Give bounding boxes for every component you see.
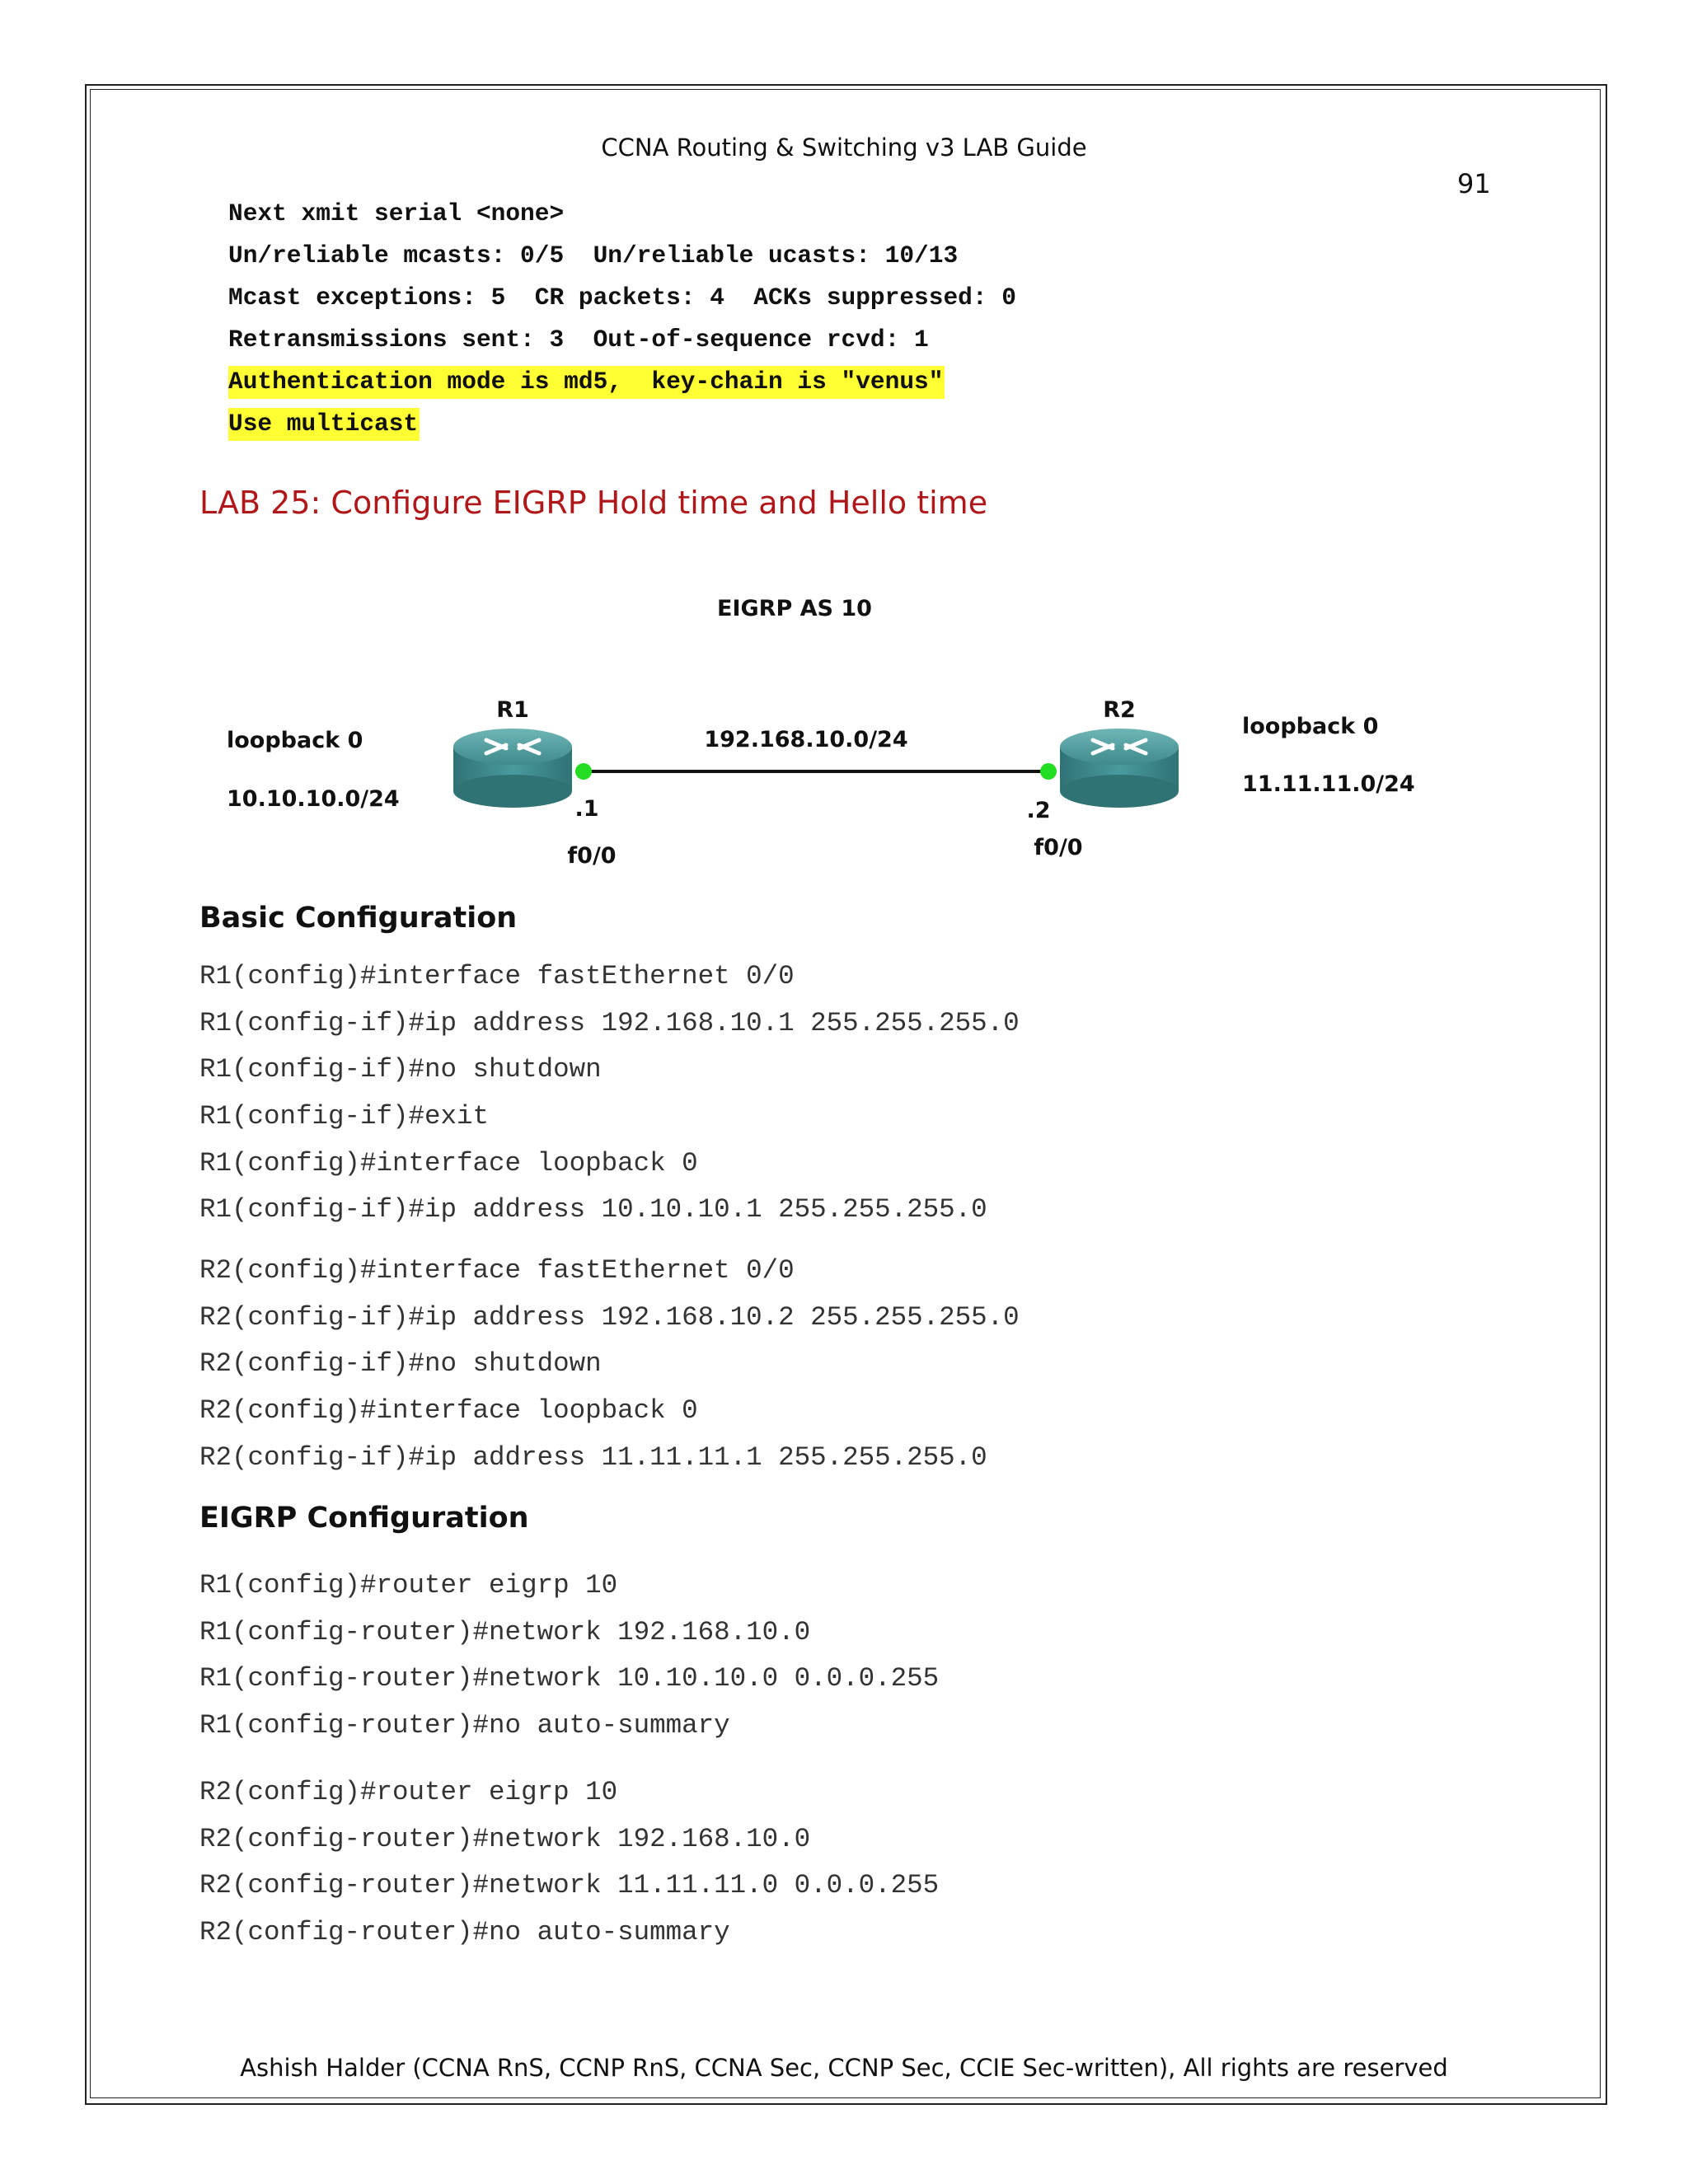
command-line: R1(config)#interface loopback 0 bbox=[199, 1147, 698, 1179]
basic-config-heading: Basic Configuration bbox=[199, 902, 518, 935]
r1-loopback-network: 10.10.10.0/24 bbox=[227, 786, 400, 812]
topology-diagram bbox=[198, 577, 1459, 890]
r1-interface: f0/0 bbox=[567, 843, 617, 869]
link-network-label: 192.168.10.0/24 bbox=[704, 727, 908, 752]
command-line: R1(config-if)#ip address 192.168.10.1 255.255.255.0 bbox=[199, 1007, 1020, 1038]
command-line: R1(config)#router eigrp 10 bbox=[199, 1570, 618, 1601]
command-line: R2(config-router)#no auto-summary bbox=[199, 1917, 730, 1948]
router-r2-name: R2 bbox=[1103, 697, 1136, 723]
page-footer: Ashish Halder (CCNA RnS, CCNP RnS, CCNA Sec, CCNP Sec, CCIE Sec-written), All rights are reserved bbox=[240, 2054, 1448, 2082]
command-line: R1(config-router)#network 10.10.10.0 0.0.0.255 bbox=[199, 1663, 940, 1694]
page-header: CCNA Routing & Switching v3 LAB Guide bbox=[601, 134, 1087, 162]
command-line: R1(config-if)#exit bbox=[199, 1101, 490, 1132]
r2-ip-suffix: .2 bbox=[1026, 798, 1051, 823]
cli-line-highlighted: Authentication mode is md5, key-chain is "venus" bbox=[228, 364, 1018, 406]
lab-title: LAB 25: Configure EIGRP Hold time and Hello time bbox=[199, 485, 988, 521]
page-number: 91 bbox=[1457, 168, 1491, 199]
r2-interface: f0/0 bbox=[1034, 835, 1083, 860]
command-line: R1(config-router)#no auto-summary bbox=[199, 1710, 730, 1741]
cli-output bbox=[228, 196, 1018, 448]
eigrp-as-label: EIGRP AS 10 bbox=[717, 596, 872, 621]
r2-port-indicator bbox=[1040, 763, 1057, 780]
eigrp-config-heading: EIGRP Configuration bbox=[199, 1502, 529, 1535]
r2-loopback-network: 11.11.11.0/24 bbox=[1242, 771, 1415, 797]
r1-loopback-label: loopback 0 bbox=[227, 728, 363, 753]
command-line: R2(config-if)#no shutdown bbox=[199, 1348, 602, 1380]
command-line: R2(config)#interface fastEthernet 0/0 bbox=[199, 1255, 795, 1286]
r1-port-indicator bbox=[575, 763, 592, 780]
cli-line: Un/reliable mcasts: 0/5 Un/reliable ucasts: 10/13 bbox=[228, 241, 959, 269]
cli-line-highlighted: Use multicast bbox=[228, 406, 1018, 448]
r2-eigrp-commands bbox=[199, 1769, 939, 1957]
command-line: R1(config-if)#no shutdown bbox=[199, 1054, 602, 1085]
command-line: R2(config)#router eigrp 10 bbox=[199, 1777, 618, 1807]
command-line: R2(config-router)#network 11.11.11.0 0.0.0.255 bbox=[199, 1870, 940, 1901]
router-r1-icon[interactable] bbox=[453, 729, 572, 808]
command-line: R1(config)#interface fastEthernet 0/0 bbox=[199, 961, 795, 991]
router-r1-name: R1 bbox=[496, 697, 529, 723]
command-line: R2(config-if)#ip address 192.168.10.2 255.255.255.0 bbox=[199, 1301, 1020, 1333]
cli-line: Retransmissions sent: 3 Out-of-sequence rcvd: 1 bbox=[228, 326, 929, 354]
cli-line: Mcast exceptions: 5 CR packets: 4 ACKs suppressed: 0 bbox=[228, 284, 1016, 312]
r1-basic-commands bbox=[199, 954, 1020, 1234]
r2-basic-commands bbox=[199, 1248, 1020, 1481]
r1-ip-suffix: .1 bbox=[574, 796, 599, 822]
command-line: R2(config)#interface loopback 0 bbox=[199, 1395, 698, 1427]
command-line: R2(config-if)#ip address 11.11.11.1 255.255.255.0 bbox=[199, 1441, 987, 1473]
r2-loopback-label: loopback 0 bbox=[1242, 714, 1379, 739]
command-line: R1(config-router)#network 192.168.10.0 bbox=[199, 1616, 811, 1647]
command-line: R1(config-if)#ip address 10.10.10.1 255.255.255.0 bbox=[199, 1194, 987, 1226]
command-line: R2(config-router)#network 192.168.10.0 bbox=[199, 1823, 811, 1854]
r1-eigrp-commands bbox=[199, 1563, 939, 1750]
cli-line: Next xmit serial <none> bbox=[228, 199, 565, 227]
router-r2-icon[interactable] bbox=[1060, 729, 1179, 808]
